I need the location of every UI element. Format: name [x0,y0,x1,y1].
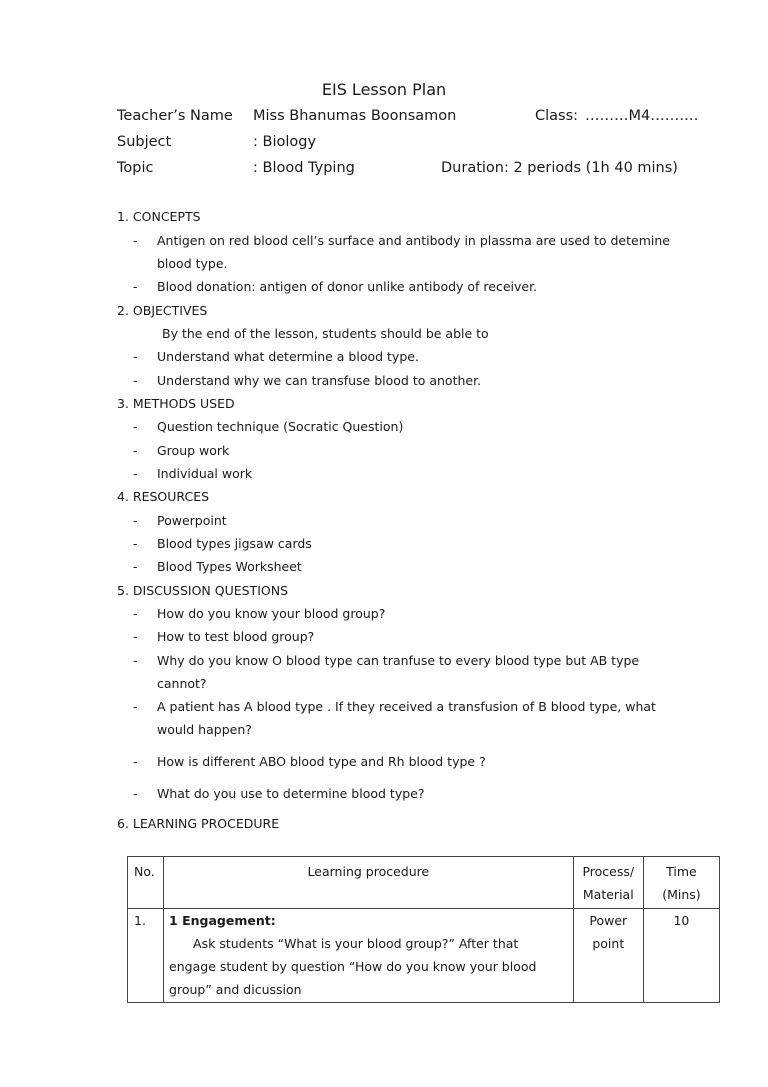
bullet-marker: - [133,536,138,551]
bullet-marker: - [133,233,138,248]
header-procedure-cell [164,857,574,909]
bullet-marker: - [133,373,138,388]
header-process-cell [573,857,643,909]
bullet-marker: - [133,606,138,621]
table-row [128,909,720,1003]
question-item-continued: cannot? [157,676,207,691]
resource-item: Powerpoint [157,513,227,528]
concept-item: Blood donation: antigen of donor unlike antibody of receiver. [157,279,538,294]
question-item: A patient has A blood type . If they received a transfusion of B blood type, what [157,699,656,714]
bullet-marker: - [133,786,138,801]
concept-item: Antigen on red blood cell’s surface and antibody in plassma are used to detemine [157,233,670,248]
bullet-marker: - [133,279,138,294]
bullet-marker: - [133,419,138,434]
section-title-procedure: 6. LEARNING PROCEDURE [117,816,280,831]
row-material-cell [573,909,643,1003]
procedure-line: Ask students “What is your blood group?” After that [193,936,519,951]
bullet-marker: - [133,653,138,668]
bullet-marker: - [133,699,138,714]
objective-item: Understand what determine a blood type. [157,349,419,364]
engagement-heading: 1 Engagement: [169,913,276,928]
bullet-marker: - [133,754,138,769]
method-item: Individual work [157,466,253,481]
bullet-marker: - [133,513,138,528]
question-item: How to test blood group? [157,629,315,644]
class-label: Class: [535,108,579,124]
section-title-objectives: 2. OBJECTIVES [117,303,208,318]
teacher-value: Miss Bhanumas Boonsamon [253,108,457,124]
resource-item: Blood types jigsaw cards [157,536,312,551]
procedure-line: engage student by question “How do you know your blood [169,959,537,974]
method-item: Group work [157,443,230,458]
bullet-marker: - [133,466,138,481]
row-no-cell [128,909,164,1003]
header-process: Process/ [582,864,635,879]
question-item: Why do you know O blood type can tranfuse to every blood type but AB type [157,653,640,668]
bullet-marker: - [133,349,138,364]
objectives-intro: By the end of the lesson, students should be able to [162,326,489,341]
row-procedure-cell [164,909,574,1003]
duration: Duration: 2 periods (1h 40 mins) [441,160,678,176]
material-line: Power [589,913,628,928]
header-procedure: Learning procedure [307,864,430,879]
procedure-line: group” and dicussion [169,982,302,997]
objective-item: Understand why we can transfuse blood to another. [157,373,482,388]
question-item: What do you use to determine blood type? [157,786,425,801]
class-value: ………M4………. [585,108,699,124]
header-mins: (Mins) [662,887,701,902]
header-time: Time [666,864,697,879]
section-title-methods: 3. METHODS USED [117,396,235,411]
teacher-label: Teacher’s Name [117,108,233,124]
learning-procedure-table [127,856,720,1003]
concept-item-continued: blood type. [157,256,228,271]
header-material: Material [582,887,634,902]
question-item: How is different ABO blood type and Rh blood type ? [157,754,486,769]
bullet-marker: - [133,559,138,574]
row-no: 1. [134,913,146,928]
method-item: Question technique (Socratic Question) [157,419,404,434]
topic-value: : Blood Typing [253,160,355,176]
bullet-marker: - [133,443,138,458]
header-no-cell [128,857,164,909]
section-title-concepts: 1. CONCEPTS [117,209,201,224]
table-header-row [128,857,720,909]
header-no: No. [134,864,155,879]
section-title-discussion: 5. DISCUSSION QUESTIONS [117,583,289,598]
topic-label: Topic [117,160,154,176]
resource-item: Blood Types Worksheet [157,559,302,574]
question-item-continued: would happen? [157,722,252,737]
document-title: EIS Lesson Plan [321,80,447,99]
header-time-cell [643,857,719,909]
section-title-resources: 4. RESOURCES [117,489,210,504]
question-item: How do you know your blood group? [157,606,386,621]
bullet-marker: - [133,629,138,644]
subject-label: Subject [117,134,172,150]
material-line: point [592,936,625,951]
row-time-cell [643,909,719,1003]
subject-value: : Biology [253,134,317,150]
time-value: 10 [673,913,690,928]
